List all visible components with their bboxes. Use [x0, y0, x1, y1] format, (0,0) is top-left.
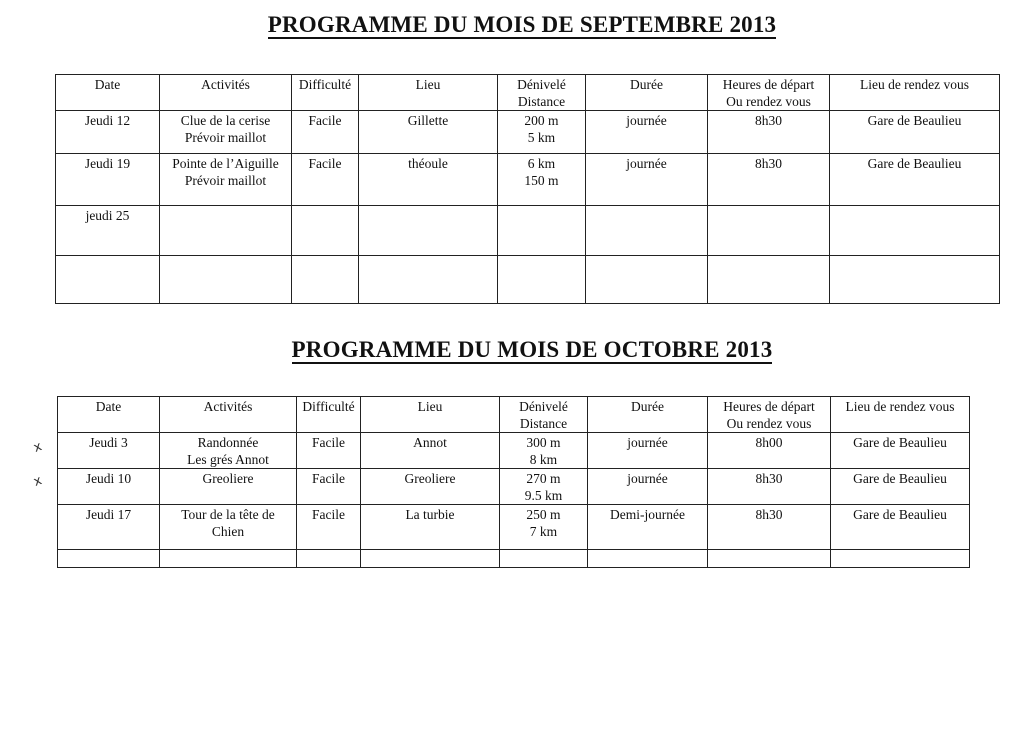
cell-difficulte	[297, 550, 361, 568]
header-lieu: Lieu	[359, 75, 498, 111]
header-difficulte: Difficulté	[292, 75, 359, 111]
cell-activite	[160, 111, 292, 154]
header-denivele-line1: Dénivelé	[519, 399, 568, 414]
cell-denivele	[500, 469, 588, 505]
header-lieu: Lieu	[361, 397, 500, 433]
cell-activite	[160, 154, 292, 206]
header-activites: Activités	[160, 75, 292, 111]
cell-denivele-line2: 7 km	[529, 524, 558, 539]
header-activites: Activités	[160, 397, 297, 433]
cell-difficulte: Facile	[297, 505, 361, 550]
cell-denivele	[500, 505, 588, 550]
cell-denivele	[498, 256, 586, 304]
cell-denivele	[498, 206, 586, 256]
cell-heure	[708, 550, 831, 568]
header-denivele-line2: Distance	[517, 94, 566, 109]
cell-rdv: Gare de Beaulieu	[830, 111, 1000, 154]
cell-duree	[586, 256, 708, 304]
header-denivele	[498, 75, 586, 111]
cell-rdv	[830, 256, 1000, 304]
cell-duree	[588, 550, 708, 568]
header-denivele-line2: Distance	[519, 416, 568, 431]
header-heures-line1: Heures de départ	[722, 77, 815, 92]
cell-lieu	[361, 550, 500, 568]
cell-lieu: théoule	[359, 154, 498, 206]
cell-denivele	[500, 550, 588, 568]
cell-difficulte: Facile	[297, 433, 361, 469]
cell-activite-line2: Prévoir maillot	[184, 173, 267, 188]
october-title	[0, 337, 1024, 363]
cell-denivele	[498, 111, 586, 154]
cell-denivele	[500, 433, 588, 469]
table-row	[56, 111, 1000, 154]
header-rdv: Lieu de rendez vous	[831, 397, 970, 433]
cell-denivele-line1: 300 m	[526, 435, 561, 450]
header-heures-line1: Heures de départ	[723, 399, 815, 414]
cell-activite-line1: Clue de la cerise	[180, 113, 271, 128]
cell-denivele-line2: 8 km	[529, 452, 558, 467]
cell-date	[58, 550, 160, 568]
header-date: Date	[58, 397, 160, 433]
cell-date: Jeudi 12	[56, 111, 160, 154]
october-title-text: PROGRAMME DU MOIS DE OCTOBRE 2013	[291, 337, 773, 362]
cell-activite-line1: Pointe de l’Aiguille	[172, 156, 279, 171]
margin-mark: x	[31, 473, 45, 490]
cell-heure: 8h30	[708, 154, 830, 206]
cell-activite-line2: Chien	[211, 524, 245, 539]
table-row	[58, 469, 970, 505]
cell-heure: 8h30	[708, 469, 831, 505]
cell-activite	[160, 505, 297, 550]
cell-activite: Greoliere	[160, 469, 297, 505]
header-duree: Durée	[586, 75, 708, 111]
table-row	[56, 154, 1000, 206]
cell-duree	[586, 206, 708, 256]
cell-rdv: Gare de Beaulieu	[831, 505, 970, 550]
cell-denivele-line1: 6 km	[527, 156, 556, 171]
cell-duree: journée	[586, 111, 708, 154]
cell-denivele-line2: 5 km	[527, 130, 556, 145]
cell-heure: 8h00	[708, 433, 831, 469]
october-table	[57, 396, 970, 568]
header-denivele	[500, 397, 588, 433]
header-duree: Durée	[588, 397, 708, 433]
cell-activite-line1: Tour de la tête de	[181, 507, 275, 522]
cell-duree: journée	[586, 154, 708, 206]
cell-heure: 8h30	[708, 505, 831, 550]
cell-difficulte	[292, 256, 359, 304]
cell-lieu: Greoliere	[361, 469, 500, 505]
cell-activite	[160, 433, 297, 469]
cell-rdv: Gare de Beaulieu	[831, 433, 970, 469]
cell-date: Jeudi 17	[58, 505, 160, 550]
header-denivele-line1: Dénivelé	[517, 77, 566, 92]
header-heures	[708, 75, 830, 111]
cell-duree: journée	[588, 433, 708, 469]
cell-date: Jeudi 10	[58, 469, 160, 505]
header-difficulte: Difficulté	[297, 397, 361, 433]
cell-lieu: Gillette	[359, 111, 498, 154]
cell-difficulte: Facile	[292, 111, 359, 154]
cell-denivele	[498, 154, 586, 206]
cell-lieu	[359, 206, 498, 256]
margin-mark: x	[31, 439, 45, 456]
cell-activite	[160, 256, 292, 304]
cell-denivele-line1: 200 m	[524, 113, 559, 128]
cell-denivele-line1: 270 m	[526, 471, 561, 486]
cell-rdv	[830, 206, 1000, 256]
cell-duree: journée	[588, 469, 708, 505]
table-header-row	[58, 397, 970, 433]
cell-activite	[160, 550, 297, 568]
cell-lieu: Annot	[361, 433, 500, 469]
cell-date: Jeudi 3	[58, 433, 160, 469]
cell-difficulte	[292, 206, 359, 256]
cell-date: Jeudi 19	[56, 154, 160, 206]
cell-heure	[708, 206, 830, 256]
cell-difficulte: Facile	[292, 154, 359, 206]
header-heures-line2: Ou rendez vous	[726, 94, 811, 109]
cell-denivele-line2: 9.5 km	[524, 488, 563, 503]
table-row	[56, 256, 1000, 304]
cell-lieu	[359, 256, 498, 304]
cell-heure: 8h30	[708, 111, 830, 154]
cell-activite-line2: Les grés Annot	[187, 452, 269, 467]
table-header-row	[56, 75, 1000, 111]
cell-rdv: Gare de Beaulieu	[831, 469, 970, 505]
cell-activite-line1: Randonnée	[197, 435, 259, 450]
header-heures-line2: Ou rendez vous	[726, 416, 812, 431]
table-row	[58, 505, 970, 550]
cell-lieu: La turbie	[361, 505, 500, 550]
header-rdv: Lieu de rendez vous	[830, 75, 1000, 111]
cell-activite	[160, 206, 292, 256]
cell-date: jeudi 25	[56, 206, 160, 256]
cell-date	[56, 256, 160, 304]
table-row	[58, 550, 970, 568]
header-heures	[708, 397, 831, 433]
cell-denivele-line1: 250 m	[526, 507, 561, 522]
september-title-text: PROGRAMME DU MOIS DE SEPTEMBRE 2013	[267, 12, 777, 37]
table-row	[58, 433, 970, 469]
cell-denivele-line2: 150 m	[524, 173, 559, 188]
table-row	[56, 206, 1000, 256]
september-table	[55, 74, 1000, 304]
cell-rdv	[831, 550, 970, 568]
cell-duree: Demi-journée	[588, 505, 708, 550]
september-title	[0, 12, 1024, 38]
cell-activite-line2: Prévoir maillot	[184, 130, 267, 145]
cell-rdv: Gare de Beaulieu	[830, 154, 1000, 206]
cell-difficulte: Facile	[297, 469, 361, 505]
header-date: Date	[56, 75, 160, 111]
cell-heure	[708, 256, 830, 304]
